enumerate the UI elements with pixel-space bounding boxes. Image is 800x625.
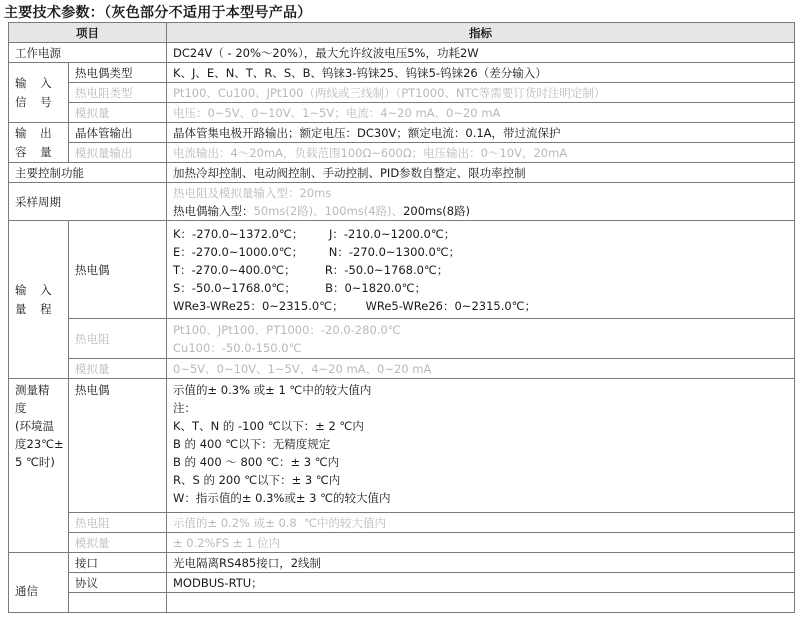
range-tc-value: [167, 221, 795, 319]
sampling-line-2-black: 200ms(8路): [403, 203, 470, 218]
accuracy-label: [9, 379, 69, 553]
comm-protocol-value: MODBUS-RTU；: [167, 573, 795, 593]
comm-interface-label: 接口: [69, 553, 167, 573]
comm-empty-value: [167, 593, 795, 613]
range-tc-line: WRe3-WRe25：0~2315.0℃； WRe5-WRe26：0~2315.0℃；: [173, 298, 537, 313]
accuracy-tc-line: B 的 400 ℃以下：无精度规定: [173, 437, 331, 451]
analog-out-label: 模拟量输出: [69, 143, 167, 163]
accuracy-tc-line: 注：: [173, 401, 196, 415]
analog-in-value: 电压：0~5V、0~10V、1~5V；电流：4~20 mA、0~20 mA: [167, 103, 795, 123]
accuracy-label-line: 度: [15, 401, 27, 415]
range-tc-label: 热电偶: [69, 221, 167, 319]
control-label: 主要控制功能: [9, 163, 167, 183]
table-row: [9, 533, 795, 553]
range-tc-line: T：-270.0~400.0℃； R：-50.0~1768.0℃；: [173, 262, 449, 277]
table-row: [9, 163, 795, 183]
accuracy-tc-label: 热电偶: [69, 379, 167, 513]
output-capacity-label: 输 出 容 量: [9, 123, 69, 163]
table-header-row: [9, 23, 795, 43]
table-row: [9, 83, 795, 103]
range-rtd-label: 热电阻: [69, 319, 167, 359]
accuracy-label-line: (环境温: [15, 419, 54, 433]
input-range-label: 输 入 量 程: [9, 221, 69, 379]
sampling-value: [167, 183, 795, 221]
rtd-type-label: 热电阻类型: [69, 83, 167, 103]
power-value: DC24V（ - 20%～20%），最大允许纹波电压5%，功耗2W: [167, 43, 795, 63]
tc-type-label: 热电偶类型: [69, 63, 167, 83]
comm-empty-label: [69, 593, 167, 613]
accuracy-label-line: 5 ℃时): [15, 455, 55, 469]
header-spec: 指标: [167, 23, 795, 43]
table-row: [9, 319, 795, 359]
table-row: [9, 513, 795, 533]
range-rtd-line: Cu100：-50.0-150.0℃: [173, 340, 302, 355]
table-row: [9, 183, 795, 221]
range-rtd-value: [167, 319, 795, 359]
sampling-label: 采样周期: [9, 183, 167, 221]
range-tc-line: S：-50.0~1768.0℃； B：0~1820.0℃；: [173, 280, 427, 295]
accuracy-label-line: 度23℃±: [15, 437, 64, 451]
table-row: [9, 143, 795, 163]
input-signal-label: 输 入 信 号: [9, 63, 69, 123]
accuracy-analog-value: ± 0.2%FS ± 1 位内: [167, 533, 795, 553]
accuracy-rtd-value: 示值的± 0.2% 或± 0.8 ℃中的较大值内: [167, 513, 795, 533]
comm-protocol-label: 协议: [69, 573, 167, 593]
power-label: 工作电源: [9, 43, 167, 63]
accuracy-analog-label: 模拟量: [69, 533, 167, 553]
accuracy-tc-line: 示值的± 0.3% 或± 1 ℃中的较大值内: [173, 383, 372, 397]
table-row: [9, 553, 795, 573]
table-row: [9, 221, 795, 319]
accuracy-tc-line: W：指示值的± 0.3%或± 3 ℃的较大值内: [173, 491, 391, 505]
analog-in-label: 模拟量: [69, 103, 167, 123]
sampling-line-2-label: 热电偶输入型：: [173, 203, 254, 218]
page-title: 主要技术参数：（灰色部分不适用于本型号产品）: [4, 5, 312, 21]
sampling-line-2-gray: 50ms(2路)、100ms(4路)、: [253, 203, 404, 218]
table-row: [9, 103, 795, 123]
table-row: [9, 63, 795, 83]
range-analog-label: 模拟量: [69, 359, 167, 379]
accuracy-label-line: 测量精: [15, 383, 50, 397]
spec-table: [8, 22, 795, 613]
comm-label: 通信: [9, 553, 69, 613]
range-rtd-line: Pt100、JPt100、PT1000：-20.0-280.0℃: [173, 322, 401, 337]
analog-out-value: 电流输出：4～20mA，负载范围100Ω~600Ω；电压输出：0～10V，20mA: [167, 143, 795, 163]
sampling-line-1: 热电阻及模拟量输入型：20ms: [173, 185, 332, 200]
table-row: [9, 573, 795, 593]
range-tc-line: E：-270.0~1000.0℃； N：-270.0~1300.0℃；: [173, 244, 461, 259]
header-item: 项目: [9, 23, 167, 43]
sampling-line-2: [173, 202, 788, 220]
range-analog-value: 0~5V、0~10V、1~5V、4~20 mA、0~20 mA: [167, 359, 795, 379]
comm-interface-value: 光电隔离RS485接口，2线制: [167, 553, 795, 573]
accuracy-rtd-label: 热电阻: [69, 513, 167, 533]
range-tc-line: K：-270.0~1372.0℃； J：-210.0~1200.0℃；: [173, 226, 456, 241]
tc-type-value: K、J、E、N、T、R、S、B、钨铼3-钨铼25、钨铼5-钨铼26（差分输入）: [167, 63, 795, 83]
rtd-type-value: Pt100、Cu100、JPt100（两线或三线制）（PT1000、NTC等需要订货时注明定制）: [167, 83, 795, 103]
table-row: [9, 379, 795, 513]
table-row: [9, 359, 795, 379]
accuracy-tc-line: B 的 400 ～ 800 ℃：± 3 ℃内: [173, 455, 340, 469]
accuracy-tc-line: R、S 的 200 ℃以下：± 3 ℃内: [173, 473, 341, 487]
table-row: [9, 593, 795, 613]
accuracy-tc-line: K、T、N 的 -100 ℃以下：± 2 ℃内: [173, 419, 364, 433]
control-value: 加热冷却控制、电动阀控制、手动控制、PID参数自整定、限功率控制: [167, 163, 795, 183]
table-row: [9, 123, 795, 143]
accuracy-tc-value: [167, 379, 795, 513]
transistor-value: 晶体管集电极开路输出；额定电压：DC30V；额定电流：0.1A，带过流保护: [167, 123, 795, 143]
transistor-label: 晶体管输出: [69, 123, 167, 143]
table-row: [9, 43, 795, 63]
